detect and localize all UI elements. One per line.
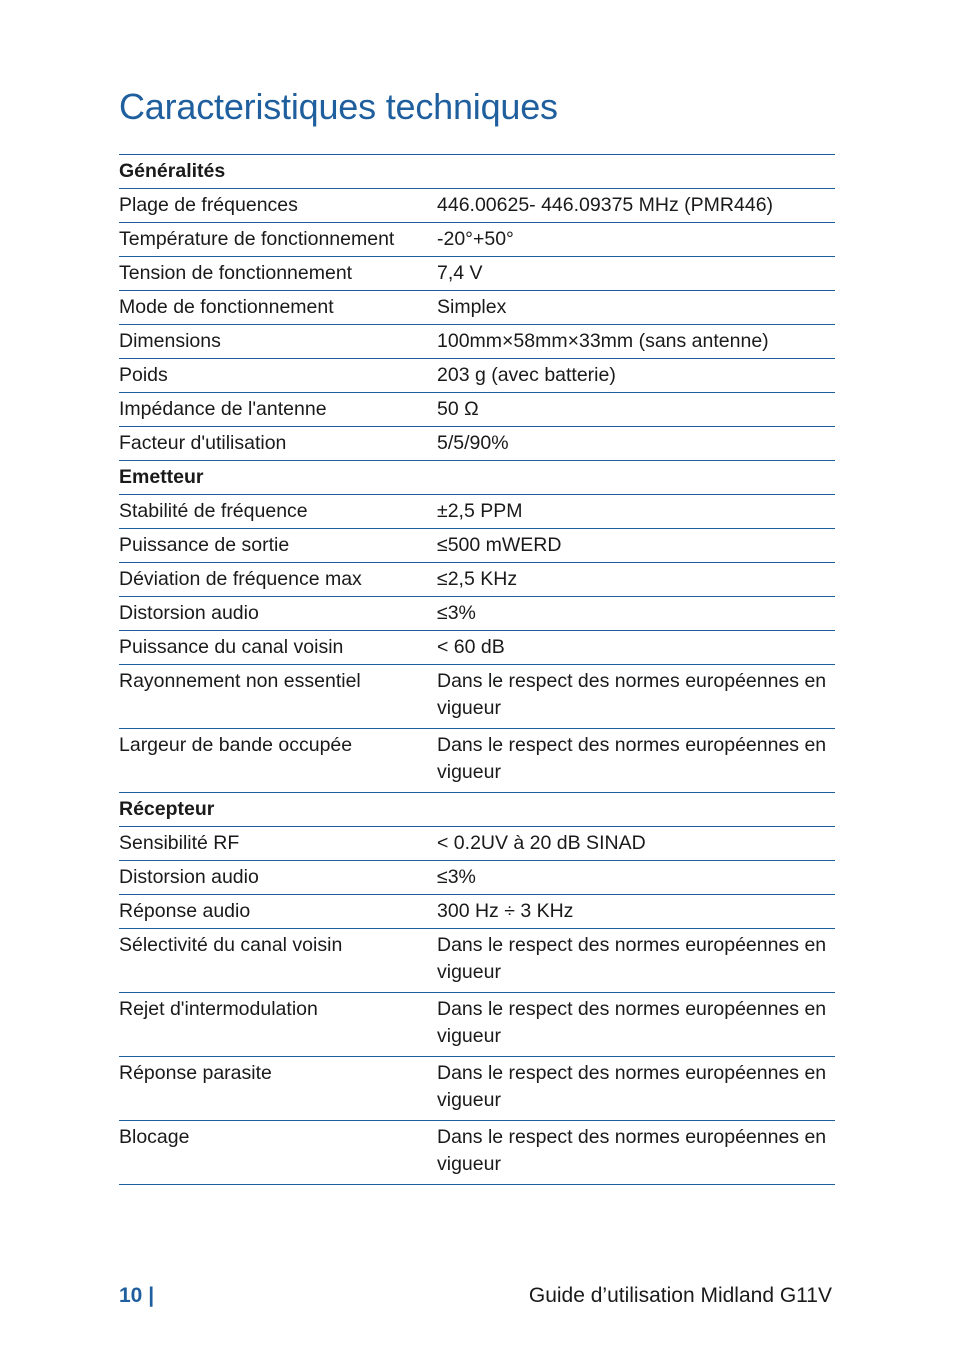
spec-value: Dans le respect des normes européennes en vigueur	[437, 934, 827, 983]
spec-label: Largeur de bande occupée	[119, 734, 353, 756]
spec-row	[119, 427, 835, 461]
section-title: Récepteur	[119, 798, 215, 820]
spec-value: 446.00625- 446.09375 MHz (PMR446)	[437, 194, 774, 216]
spec-value: 300 Hz ÷ 3 KHz	[437, 900, 574, 922]
spec-row	[119, 729, 835, 793]
spec-row	[119, 895, 835, 929]
spec-label: Tension de fonctionnement	[119, 262, 353, 284]
spec-value: Dans le respect des normes européennes en vigueur	[437, 1126, 827, 1175]
spec-row	[119, 563, 835, 597]
spec-row	[119, 929, 835, 993]
spec-value: -20°+50°	[437, 228, 514, 250]
spec-value: ≤500 mWERD	[437, 534, 562, 556]
spec-row	[119, 223, 835, 257]
spec-value: < 60 dB	[437, 636, 505, 658]
spec-row	[119, 597, 835, 631]
spec-label: Rejet d'intermodulation	[119, 998, 318, 1020]
spec-value: 5/5/90%	[437, 432, 509, 454]
spec-label: Puissance de sortie	[119, 534, 290, 556]
spec-row	[119, 1057, 835, 1121]
spec-value: Dans le respect des normes européennes en vigueur	[437, 998, 827, 1047]
spec-value: 7,4 V	[437, 262, 483, 284]
footer-title: Guide d’utilisation Midland G11V	[528, 1284, 832, 1307]
spec-label: Plage de fréquences	[119, 194, 298, 216]
spec-label: Réponse audio	[119, 900, 251, 922]
spec-value: < 0.2UV à 20 dB SINAD	[437, 832, 646, 854]
spec-value: 100mm×58mm×33mm (sans antenne)	[437, 330, 769, 352]
spec-value: Simplex	[437, 296, 507, 318]
spec-row	[119, 189, 835, 223]
spec-label: Température de fonctionnement	[119, 228, 395, 250]
spec-label: Blocage	[119, 1126, 190, 1148]
spec-value: 203 g (avec batterie)	[437, 364, 616, 386]
spec-label: Puissance du canal voisin	[119, 636, 344, 658]
spec-row	[119, 325, 835, 359]
page-number: 10 |	[119, 1284, 155, 1307]
section-title: Emetteur	[119, 466, 204, 488]
spec-value: ≤3%	[437, 866, 476, 888]
section-title: Généralités	[119, 160, 226, 182]
spec-label: Distorsion audio	[119, 602, 259, 624]
spec-value: ±2,5 PPM	[437, 500, 523, 522]
section-header-row	[119, 461, 835, 495]
spec-label: Déviation de fréquence max	[119, 568, 362, 590]
spec-row	[119, 993, 835, 1057]
spec-label: Poids	[119, 364, 168, 386]
spec-label: Facteur d'utilisation	[119, 432, 287, 454]
spec-row	[119, 1121, 835, 1185]
spec-value: ≤3%	[437, 602, 476, 624]
spec-value: Dans le respect des normes européennes en vigueur	[437, 1062, 827, 1111]
spec-label: Sensibilité RF	[119, 832, 240, 854]
spec-table	[119, 154, 835, 1185]
page-title: Caracteristiques techniques	[119, 86, 558, 127]
spec-label: Rayonnement non essentiel	[119, 670, 361, 692]
spec-row	[119, 861, 835, 895]
spec-row	[119, 291, 835, 325]
spec-row	[119, 393, 835, 427]
spec-label: Mode de fonctionnement	[119, 296, 334, 318]
spec-value: 50 Ω	[437, 398, 479, 420]
spec-label: Sélectivité du canal voisin	[119, 934, 343, 956]
spec-row	[119, 827, 835, 861]
spec-value: ≤2,5 KHz	[437, 568, 518, 590]
spec-label: Dimensions	[119, 330, 221, 352]
spec-value: Dans le respect des normes européennes en vigueur	[437, 734, 827, 783]
spec-row	[119, 495, 835, 529]
spec-label: Impédance de l'antenne	[119, 398, 327, 420]
spec-value: Dans le respect des normes européennes en vigueur	[437, 670, 827, 719]
spec-label: Réponse parasite	[119, 1062, 272, 1084]
spec-label: Stabilité de fréquence	[119, 500, 308, 522]
section-header-row	[119, 155, 835, 189]
spec-row	[119, 359, 835, 393]
spec-label: Distorsion audio	[119, 866, 259, 888]
section-header-row	[119, 793, 835, 827]
spec-row	[119, 665, 835, 729]
spec-row	[119, 529, 835, 563]
spec-row	[119, 631, 835, 665]
spec-row	[119, 257, 835, 291]
